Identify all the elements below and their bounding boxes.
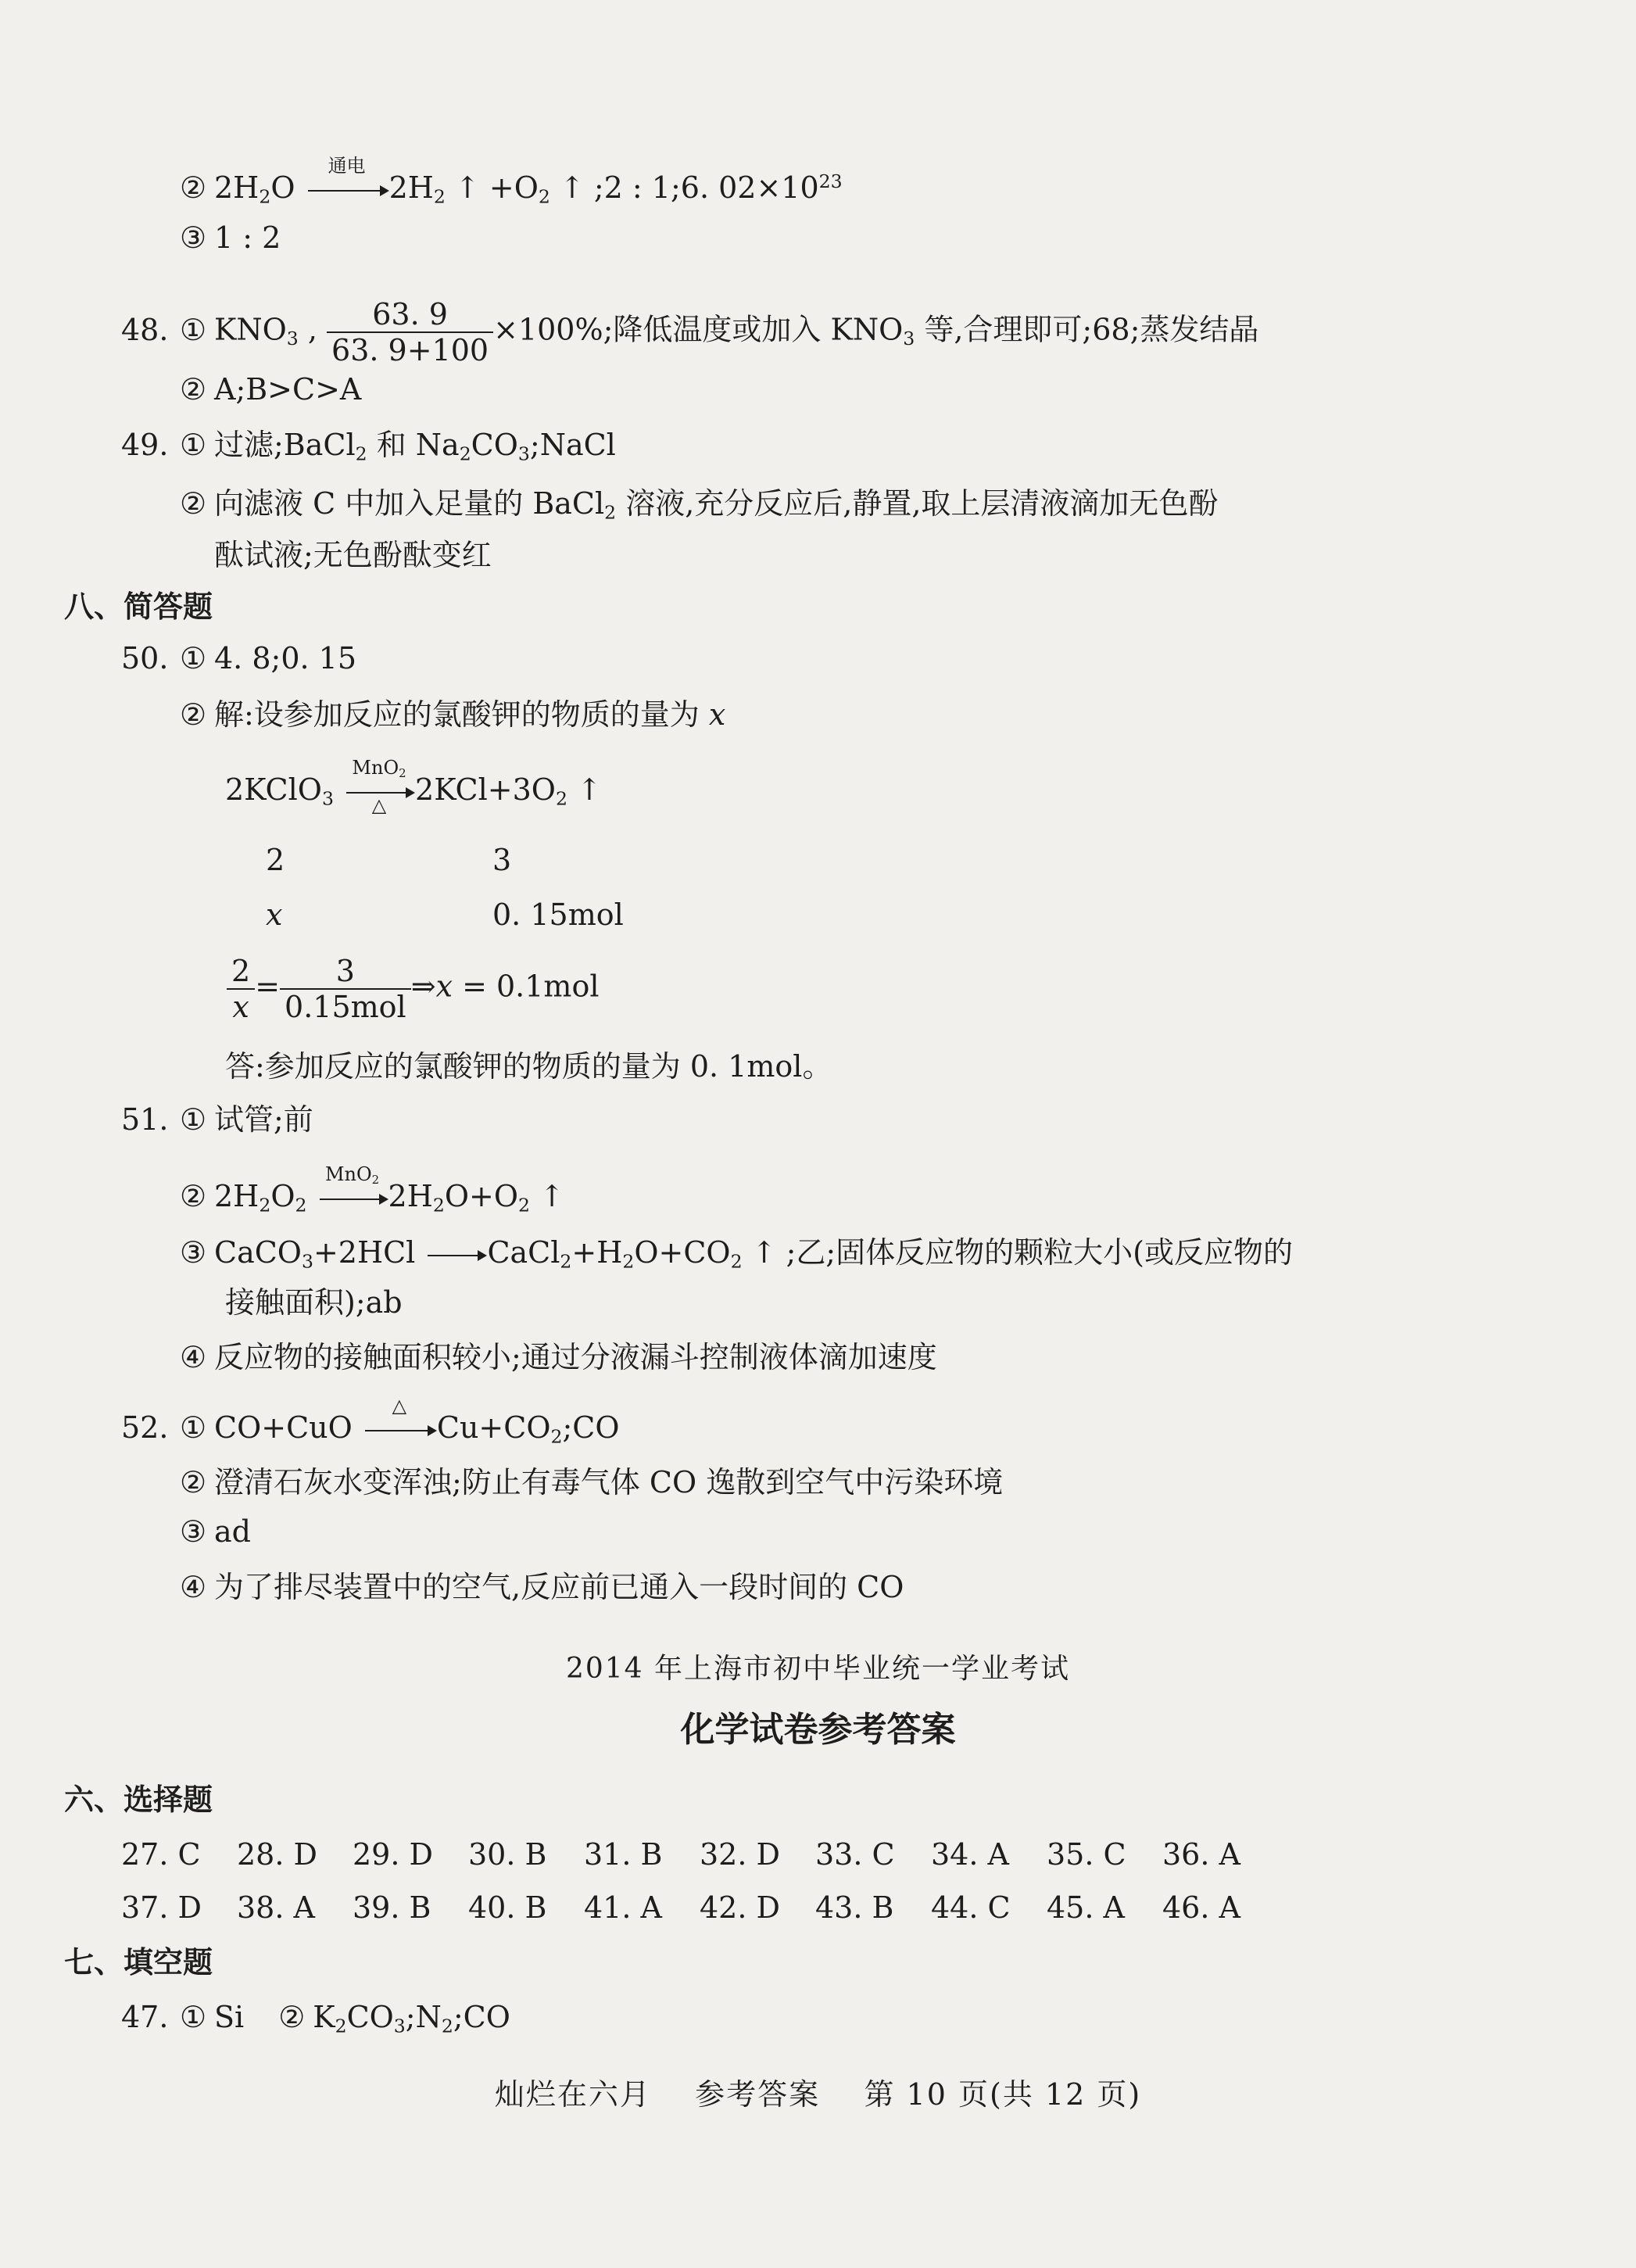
q49-line-3: 酞试液;无色酚酞变红 bbox=[214, 538, 492, 572]
choice-answer: 34. A bbox=[931, 1837, 1009, 1872]
q52-line-2: ② 澄清石灰水变浑浊;防止有毒气体 CO 逸散到空气中污染环境 bbox=[180, 1465, 1004, 1499]
q51-line-5: ④ 反应物的接触面积较小;通过分液漏斗控制液体滴加速度 bbox=[180, 1340, 937, 1374]
choice-answer: 29. D bbox=[353, 1837, 433, 1872]
choice-answers-row-2 bbox=[121, 1890, 1278, 1925]
q48-line-1: 48. ① $KNO_3$ , $\frac{63. 9}{63. 9+100}$ ×100%;降低温度或加入 $KNO_3$ 等,合理即可;68;蒸发结晶 bbox=[121, 297, 1259, 367]
q48-line-2: ② A;B>C>A bbox=[180, 372, 362, 407]
q49-line-2: ② 向滤液 C 中加入足量的 BaCl$_2$ 溶液,充分反应后,静置,取上层清液滴加无色酚 bbox=[180, 486, 1219, 524]
choice-answer: 27. C bbox=[121, 1837, 201, 1872]
choice-answer: 46. A bbox=[1162, 1890, 1240, 1925]
q47-line-2: ② $2H_2O$ 通电 $2H_2$ ↑ $+O_2$ ↑ ;2 : 1;6. $02\times 10^{23}$ bbox=[180, 154, 843, 208]
q47-line-3: ③ 1 : 2 bbox=[180, 220, 281, 255]
choice-answers-row-1 bbox=[121, 1837, 1278, 1872]
q50-ratio-1: 2 bbox=[266, 843, 285, 877]
choice-answer: 35. C bbox=[1047, 1837, 1126, 1872]
section-heading-6: 六、选择题 bbox=[64, 1783, 213, 1817]
exam-title: 2014 年上海市初中毕业统一学业考试 bbox=[565, 1653, 1071, 1685]
q51-line-3: ③ CaCO$_3$+2HCl $CaCl_2+H_2O+CO_2$ ↑ ;乙;固体反应物的颗粒大小(或反应物的 bbox=[180, 1235, 1294, 1273]
q50-calculation: $\frac{2}{x}$ = $\frac{3}{\text{0.15mol}}$ ⇒x = 0.1mol bbox=[227, 954, 600, 1024]
q50-line-2: ② 解:设参加反应的氯酸钾的物质的量为 x bbox=[180, 697, 726, 732]
choice-answer: 44. C bbox=[931, 1890, 1011, 1925]
reaction-arrow: MnO$_2$ bbox=[317, 1184, 388, 1215]
q47-line-1: 47. ① Si ② $K_2CO_3;N_2;CO$ bbox=[121, 2000, 510, 2037]
choice-answer: 30. B bbox=[468, 1837, 547, 1872]
choice-answer: 39. B bbox=[353, 1890, 431, 1925]
solubility-fraction: $\frac{63. 9}{63. 9+100}$ bbox=[327, 297, 493, 367]
reaction-arrow: 通电 bbox=[305, 175, 389, 206]
section-heading-7: 七、填空题 bbox=[64, 1945, 213, 1980]
choice-answer: 33. C bbox=[815, 1837, 895, 1872]
q52-line-4: ④ 为了排尽装置中的空气,反应前已通入一段时间的 CO bbox=[180, 1570, 904, 1604]
reaction-arrow: △ bbox=[362, 1415, 437, 1446]
exam-subtitle: 化学试卷参考答案 bbox=[680, 1710, 956, 1750]
q49-line-1: 49. ① 过滤;BaCl$_2$ 和 $Na_2CO_3;NaCl$ bbox=[121, 428, 616, 465]
choice-answer: 40. B bbox=[468, 1890, 547, 1925]
choice-answer: 31. B bbox=[584, 1837, 663, 1872]
q50-ratio-2b: 0. 15mol bbox=[492, 898, 624, 932]
reaction-arrow bbox=[424, 1240, 487, 1271]
q52-line-3: ③ ad bbox=[180, 1514, 251, 1549]
item-marker: ② bbox=[180, 170, 207, 205]
reaction-arrow: MnO$_2$ △ bbox=[343, 777, 415, 808]
q50-equation: 2KClO$_3$ MnO$_2$ △ $2KCl+3O_2$ ↑ bbox=[225, 756, 602, 816]
q51-line-1: 51. ① 试管;前 bbox=[121, 1102, 313, 1137]
choice-answer: 41. A bbox=[584, 1890, 662, 1925]
choice-answer: 43. B bbox=[815, 1890, 894, 1925]
q51-line-2: ② $2H_2O_2$ MnO$_2$ $2H_2O+O_2$ ↑ bbox=[180, 1163, 564, 1216]
q50-answer: 答:参加反应的氯酸钾的物质的量为 0. 1mol。 bbox=[225, 1049, 832, 1084]
choice-answer: 38. A bbox=[237, 1890, 315, 1925]
q51-line-4: 接触面积);ab bbox=[225, 1285, 403, 1320]
page-footer: 灿烂在六月 参考答案 第 10 页(共 12 页) bbox=[494, 2077, 1142, 2112]
choice-answer: 37. D bbox=[121, 1890, 202, 1925]
choice-answer: 32. D bbox=[700, 1837, 780, 1872]
q50-ratio-2: x bbox=[266, 898, 283, 932]
q50-line-1: 50. ① 4. 8;0. 15 bbox=[121, 641, 357, 675]
q52-line-1: 52. ① CO+CuO △ $Cu+CO_2;CO$ bbox=[121, 1394, 620, 1448]
section-heading-8: 八、简答题 bbox=[64, 589, 213, 624]
choice-answer: 45. A bbox=[1047, 1890, 1125, 1925]
choice-answer: 42. D bbox=[700, 1890, 780, 1925]
choice-answer: 28. D bbox=[237, 1837, 317, 1872]
choice-answer: 36. A bbox=[1162, 1837, 1240, 1872]
q50-ratio-1b: 3 bbox=[492, 843, 512, 877]
